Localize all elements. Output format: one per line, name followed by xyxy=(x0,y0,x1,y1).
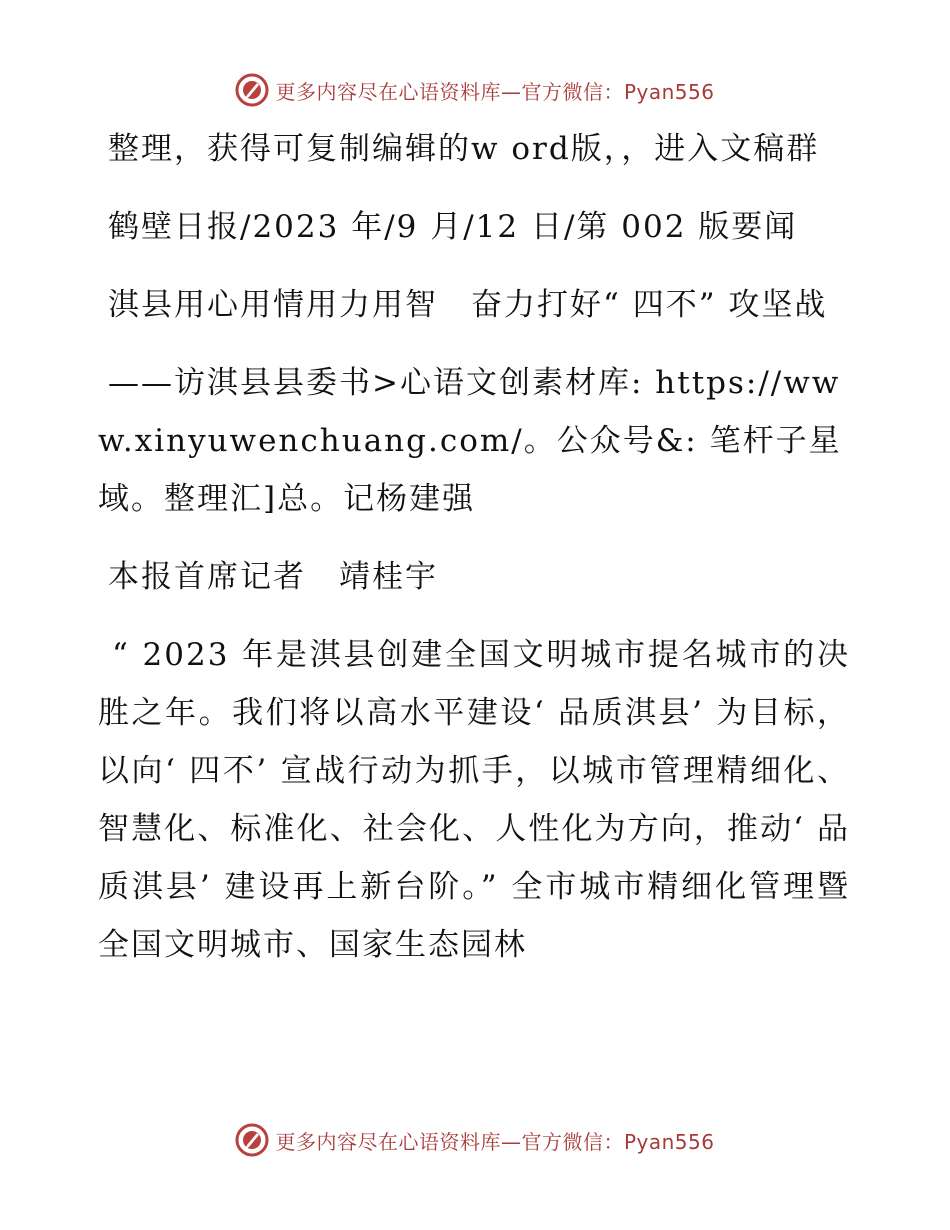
article-subheadline: ——访淇县县委书>心语文创素材库: https://www.xinyuwenchuang.com/。公众号&: 笔杆子星域。整理汇]总。记杨建强 xyxy=(98,365,842,517)
banner-text: 更多内容尽在心语资料库—官方微信：Pyan556 xyxy=(275,1129,715,1154)
reporter-byline: 本报首席记者 靖桂宇 xyxy=(108,559,438,595)
paragraph-source-line: 鹤壁日报/2023 年/9 月/12 日/第 002 版要闻 xyxy=(108,209,798,245)
banner-text: 更多内容尽在心语资料库—官方微信：Pyan556 xyxy=(275,79,715,104)
article-headline: 淇县用心用情用力用智 奋力打好“ 四不” 攻坚战 xyxy=(108,287,828,323)
document-body xyxy=(98,120,850,994)
footer-watermark-banner xyxy=(0,1120,950,1160)
pen-logo-icon xyxy=(235,1123,269,1157)
paragraph-intro-note: 整理，获得可复制编辑的w ord版，，进入文稿群 xyxy=(108,131,820,167)
pen-logo-icon xyxy=(235,73,269,107)
article-body-paragraph: “ 2023 年是淇县创建全国文明城市提名城市的决胜之年。我们将以高水平建设‘ 品质淇县’ 为目标，以向‘ 四不’ 宣战行动为抓手，以城市管理精细化、智慧化、标准化、社会化、人性化为方向，推动‘ 品质淇县’ 建设再上新台阶。” 全市城市精细化管理暨全国文明城市、国家生态园林 xyxy=(98,637,850,963)
header-watermark-banner xyxy=(0,70,950,110)
